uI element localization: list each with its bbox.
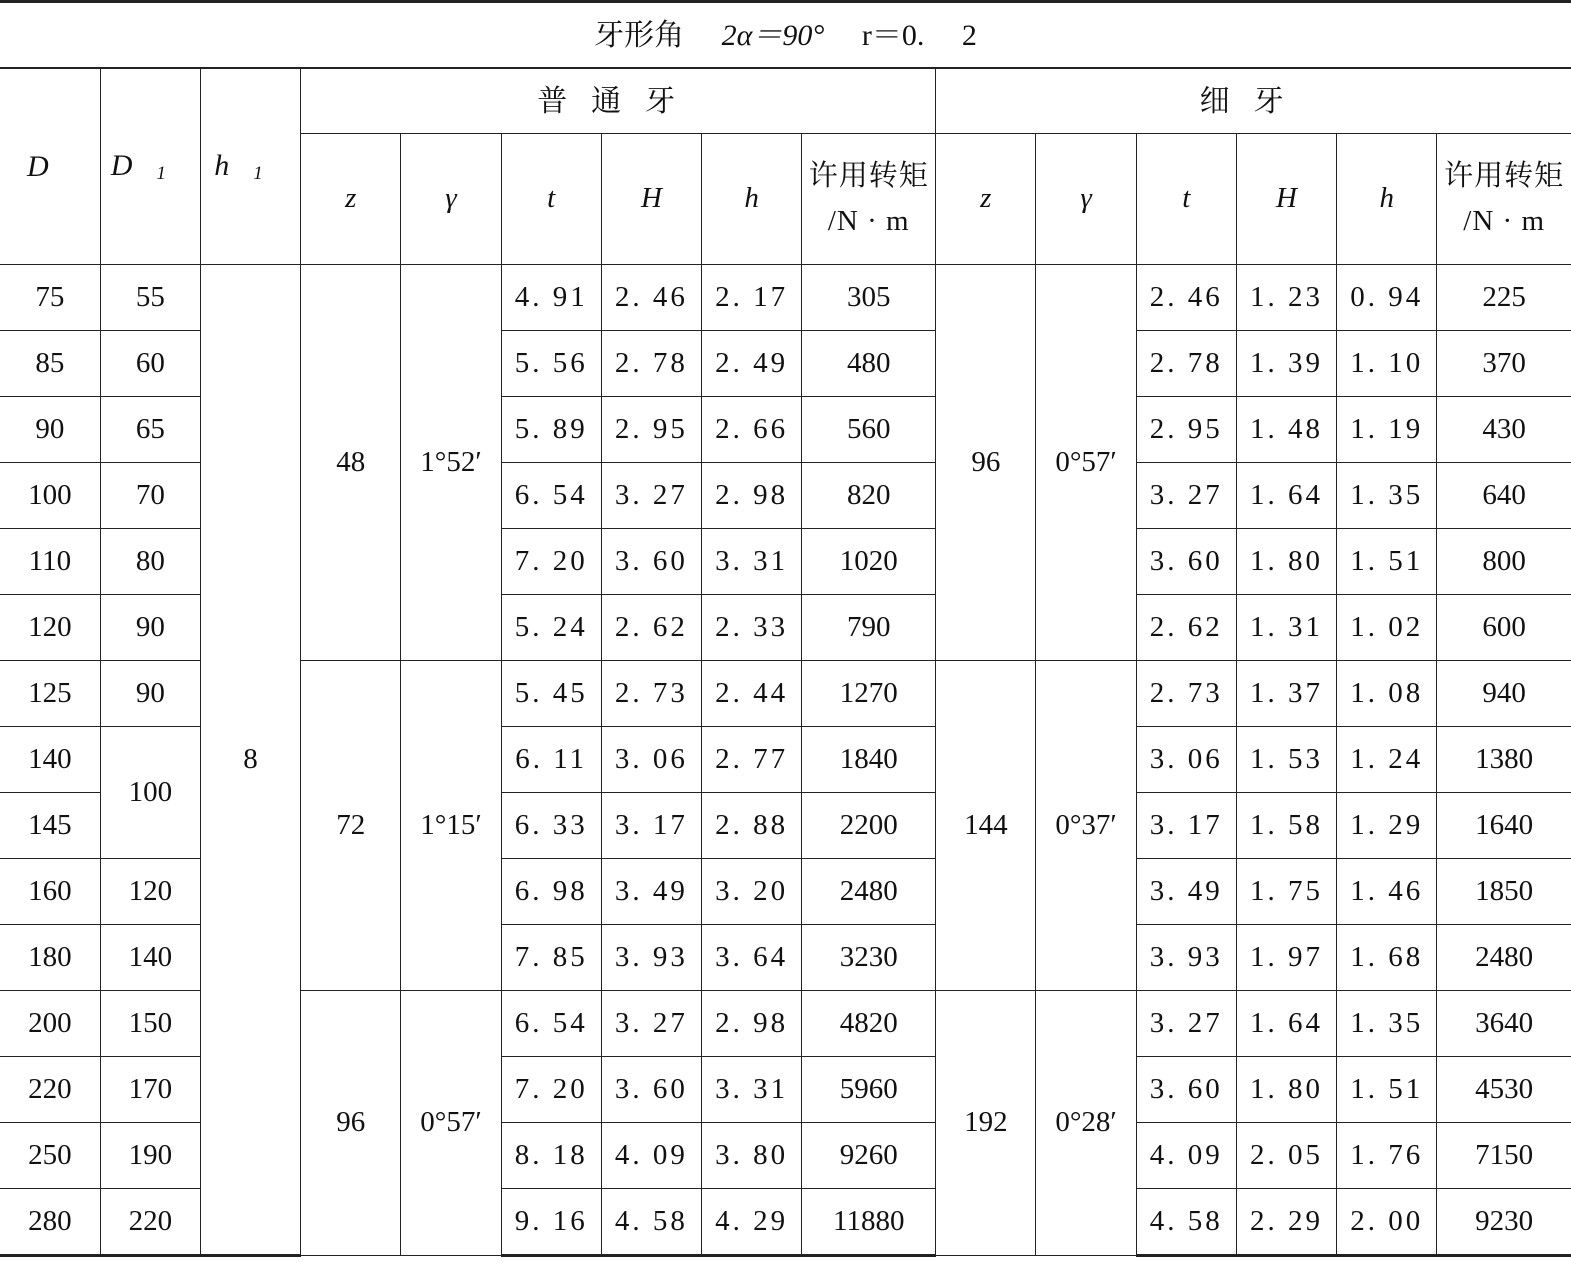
cell-fine-torque: 370 — [1437, 331, 1571, 397]
cell-coarse-torque: 2480 — [802, 859, 936, 925]
cell-fine-h: 1. 51 — [1337, 529, 1437, 595]
cell-D: 100 — [0, 463, 100, 529]
cell-fine-h: 1. 10 — [1337, 331, 1437, 397]
table-row — [0, 265, 1571, 331]
cell-coarse-t: 6. 33 — [501, 793, 601, 859]
cell-fine-z: 96 — [936, 265, 1036, 661]
header-fine-group: 细牙 — [936, 68, 1571, 134]
cell-fine-H: 2. 05 — [1236, 1123, 1336, 1189]
cell-coarse-t: 6. 54 — [501, 463, 601, 529]
cell-coarse-H: 2. 46 — [601, 265, 701, 331]
cell-coarse-H: 3. 06 — [601, 727, 701, 793]
title-row — [0, 2, 1571, 69]
cell-coarse-H: 2. 73 — [601, 661, 701, 727]
cell-coarse-z: 72 — [301, 661, 401, 991]
cell-coarse-torque: 820 — [802, 463, 936, 529]
cell-fine-H: 1. 48 — [1236, 397, 1336, 463]
header-row-1 — [0, 68, 1571, 134]
cell-coarse-H: 3. 93 — [601, 925, 701, 991]
cell-fine-torque: 2480 — [1437, 925, 1571, 991]
cell-fine-H: 2. 29 — [1236, 1189, 1336, 1256]
cell-fine-t: 3. 17 — [1136, 793, 1236, 859]
table-title — [0, 2, 1571, 69]
title-angle: 2α＝90° — [721, 18, 825, 52]
header-h1: $h_1$ — [200, 68, 300, 265]
cell-coarse-h: 2. 98 — [702, 991, 802, 1057]
cell-coarse-H: 3. 17 — [601, 793, 701, 859]
cell-coarse-H: 3. 60 — [601, 1057, 701, 1123]
cell-D1: 170 — [100, 1057, 200, 1123]
cell-fine-t: 3. 60 — [1136, 529, 1236, 595]
header-coarse-torque: 许用转矩 /N · m — [802, 134, 936, 265]
cell-fine-torque: 225 — [1437, 265, 1571, 331]
cell-D: 280 — [0, 1189, 100, 1256]
cell-coarse-H: 2. 62 — [601, 595, 701, 661]
cell-coarse-gamma: 0°57′ — [401, 991, 501, 1256]
cell-fine-h: 0. 94 — [1337, 265, 1437, 331]
cell-fine-h: 1. 68 — [1337, 925, 1437, 991]
cell-D1: 80 — [100, 529, 200, 595]
cell-fine-torque: 430 — [1437, 397, 1571, 463]
cell-D1: 190 — [100, 1123, 200, 1189]
cell-D1: 100 — [100, 727, 200, 859]
cell-D1: 220 — [100, 1189, 200, 1256]
cell-coarse-H: 3. 27 — [601, 463, 701, 529]
cell-fine-h: 1. 19 — [1337, 397, 1437, 463]
cell-fine-h: 2. 00 — [1337, 1189, 1437, 1256]
cell-D: 125 — [0, 661, 100, 727]
cell-coarse-t: 5. 89 — [501, 397, 601, 463]
cell-fine-t: 2. 78 — [1136, 331, 1236, 397]
cell-D1: 90 — [100, 661, 200, 727]
cell-fine-torque: 4530 — [1437, 1057, 1571, 1123]
cell-coarse-torque: 11880 — [802, 1189, 936, 1256]
cell-coarse-t: 6. 11 — [501, 727, 601, 793]
cell-D: 180 — [0, 925, 100, 991]
cell-fine-z: 144 — [936, 661, 1036, 991]
header-fine-gamma: γ — [1036, 134, 1136, 265]
cell-fine-torque: 3640 — [1437, 991, 1571, 1057]
cell-D: 220 — [0, 1057, 100, 1123]
cell-coarse-H: 3. 27 — [601, 991, 701, 1057]
cell-coarse-H: 2. 78 — [601, 331, 701, 397]
cell-coarse-gamma: 1°15′ — [401, 661, 501, 991]
cell-coarse-H: 3. 49 — [601, 859, 701, 925]
cell-coarse-t: 5. 24 — [501, 595, 601, 661]
header-fine-z: z — [936, 134, 1036, 265]
cell-fine-h: 1. 46 — [1337, 859, 1437, 925]
cell-coarse-t: 7. 85 — [501, 925, 601, 991]
cell-D: 160 — [0, 859, 100, 925]
cell-fine-h: 1. 35 — [1337, 463, 1437, 529]
cell-fine-t: 3. 93 — [1136, 925, 1236, 991]
cell-fine-t: 2. 62 — [1136, 595, 1236, 661]
cell-fine-t: 3. 06 — [1136, 727, 1236, 793]
header-coarse-group: 普通牙 — [301, 68, 936, 134]
header-fine-H: H — [1236, 134, 1336, 265]
cell-coarse-gamma: 1°52′ — [401, 265, 501, 661]
cell-coarse-h: 2. 44 — [702, 661, 802, 727]
cell-coarse-torque: 1020 — [802, 529, 936, 595]
header-D: D — [0, 68, 100, 265]
cell-coarse-torque: 790 — [802, 595, 936, 661]
cell-fine-gamma: 0°28′ — [1036, 991, 1136, 1256]
cell-coarse-t: 5. 45 — [501, 661, 601, 727]
header-fine-t: t — [1136, 134, 1236, 265]
cell-D: 200 — [0, 991, 100, 1057]
cell-D1: 150 — [100, 991, 200, 1057]
cell-D: 75 — [0, 265, 100, 331]
cell-fine-h: 1. 51 — [1337, 1057, 1437, 1123]
cell-coarse-t: 6. 54 — [501, 991, 601, 1057]
cell-coarse-h: 2. 77 — [702, 727, 802, 793]
cell-coarse-t: 7. 20 — [501, 1057, 601, 1123]
cell-coarse-z: 48 — [301, 265, 401, 661]
cell-fine-t: 2. 95 — [1136, 397, 1236, 463]
header-coarse-H: H — [601, 134, 701, 265]
cell-fine-torque: 1850 — [1437, 859, 1571, 925]
cell-fine-H: 1. 80 — [1236, 1057, 1336, 1123]
table-body — [0, 2, 1571, 1256]
cell-coarse-torque: 560 — [802, 397, 936, 463]
cell-fine-h: 1. 35 — [1337, 991, 1437, 1057]
cell-D: 140 — [0, 727, 100, 793]
cell-fine-H: 1. 58 — [1236, 793, 1336, 859]
cell-coarse-h: 2. 49 — [702, 331, 802, 397]
cell-coarse-t: 6. 98 — [501, 859, 601, 925]
cell-fine-t: 3. 49 — [1136, 859, 1236, 925]
cell-fine-H: 1. 64 — [1236, 463, 1336, 529]
cell-fine-t: 2. 73 — [1136, 661, 1236, 727]
cell-fine-torque: 1380 — [1437, 727, 1571, 793]
header-coarse-t: t — [501, 134, 601, 265]
cell-D1: 70 — [100, 463, 200, 529]
cell-D1: 120 — [100, 859, 200, 925]
cell-coarse-h: 4. 29 — [702, 1189, 802, 1256]
cell-fine-t: 3. 27 — [1136, 991, 1236, 1057]
cell-D1: 90 — [100, 595, 200, 661]
cell-D: 110 — [0, 529, 100, 595]
cell-coarse-t: 9. 16 — [501, 1189, 601, 1256]
cell-D1: 140 — [100, 925, 200, 991]
cell-fine-H: 1. 97 — [1236, 925, 1336, 991]
cell-coarse-torque: 1270 — [802, 661, 936, 727]
header-coarse-gamma: γ — [401, 134, 501, 265]
cell-fine-torque: 7150 — [1437, 1123, 1571, 1189]
cell-h1: 8 — [200, 265, 300, 1256]
cell-coarse-H: 3. 60 — [601, 529, 701, 595]
cell-coarse-h: 3. 31 — [702, 529, 802, 595]
cell-fine-h: 1. 76 — [1337, 1123, 1437, 1189]
cell-coarse-h: 3. 20 — [702, 859, 802, 925]
cell-fine-t: 3. 27 — [1136, 463, 1236, 529]
cell-coarse-h: 3. 64 — [702, 925, 802, 991]
cell-coarse-torque: 5960 — [802, 1057, 936, 1123]
cell-coarse-h: 2. 66 — [702, 397, 802, 463]
cell-fine-H: 1. 37 — [1236, 661, 1336, 727]
cell-coarse-h: 2. 17 — [702, 265, 802, 331]
cell-fine-H: 1. 64 — [1236, 991, 1336, 1057]
cell-fine-torque: 9230 — [1437, 1189, 1571, 1256]
cell-coarse-h: 2. 98 — [702, 463, 802, 529]
cell-coarse-H: 4. 09 — [601, 1123, 701, 1189]
cell-coarse-h: 2. 88 — [702, 793, 802, 859]
cell-fine-t: 2. 46 — [1136, 265, 1236, 331]
cell-fine-torque: 800 — [1437, 529, 1571, 595]
cell-coarse-t: 7. 20 — [501, 529, 601, 595]
cell-D: 145 — [0, 793, 100, 859]
cell-fine-H: 1. 23 — [1236, 265, 1336, 331]
cell-coarse-h: 2. 33 — [702, 595, 802, 661]
title-radius: r＝0. 2 — [861, 18, 977, 52]
cell-fine-H: 1. 75 — [1236, 859, 1336, 925]
cell-fine-torque: 1640 — [1437, 793, 1571, 859]
cell-coarse-torque: 2200 — [802, 793, 936, 859]
cell-fine-H: 1. 39 — [1236, 331, 1336, 397]
cell-fine-H: 1. 80 — [1236, 529, 1336, 595]
cell-fine-h: 1. 02 — [1337, 595, 1437, 661]
cell-coarse-torque: 1840 — [802, 727, 936, 793]
cell-fine-torque: 640 — [1437, 463, 1571, 529]
header-D1: $D_1$ — [100, 68, 200, 265]
cell-D: 250 — [0, 1123, 100, 1189]
cell-coarse-t: 4. 91 — [501, 265, 601, 331]
cell-fine-h: 1. 24 — [1337, 727, 1437, 793]
cell-fine-torque: 600 — [1437, 595, 1571, 661]
cell-coarse-H: 4. 58 — [601, 1189, 701, 1256]
header-fine-h: h — [1337, 134, 1437, 265]
cell-D: 90 — [0, 397, 100, 463]
header-coarse-h: h — [702, 134, 802, 265]
title-label: 牙形角 — [594, 18, 685, 52]
cell-fine-t: 4. 58 — [1136, 1189, 1236, 1256]
header-fine-torque: 许用转矩 /N · m — [1437, 134, 1571, 265]
cell-fine-gamma: 0°37′ — [1036, 661, 1136, 991]
cell-fine-torque: 940 — [1437, 661, 1571, 727]
cell-D1: 60 — [100, 331, 200, 397]
cell-D: 85 — [0, 331, 100, 397]
cell-fine-z: 192 — [936, 991, 1036, 1256]
header-coarse-z: z — [301, 134, 401, 265]
cell-D1: 65 — [100, 397, 200, 463]
cell-coarse-h: 3. 31 — [702, 1057, 802, 1123]
cell-coarse-torque: 480 — [802, 331, 936, 397]
cell-fine-h: 1. 08 — [1337, 661, 1437, 727]
cell-coarse-torque: 4820 — [802, 991, 936, 1057]
cell-coarse-torque: 3230 — [802, 925, 936, 991]
cell-fine-H: 1. 31 — [1236, 595, 1336, 661]
cell-coarse-h: 3. 80 — [702, 1123, 802, 1189]
cell-coarse-t: 5. 56 — [501, 331, 601, 397]
cell-coarse-z: 96 — [301, 991, 401, 1256]
cell-fine-gamma: 0°57′ — [1036, 265, 1136, 661]
cell-D: 120 — [0, 595, 100, 661]
cell-fine-t: 4. 09 — [1136, 1123, 1236, 1189]
cell-coarse-torque: 9260 — [802, 1123, 936, 1189]
cell-coarse-torque: 305 — [802, 265, 936, 331]
cell-coarse-t: 8. 18 — [501, 1123, 601, 1189]
cell-coarse-H: 2. 95 — [601, 397, 701, 463]
cell-fine-H: 1. 53 — [1236, 727, 1336, 793]
cell-fine-t: 3. 60 — [1136, 1057, 1236, 1123]
cell-fine-h: 1. 29 — [1337, 793, 1437, 859]
cell-D1: 55 — [100, 265, 200, 331]
